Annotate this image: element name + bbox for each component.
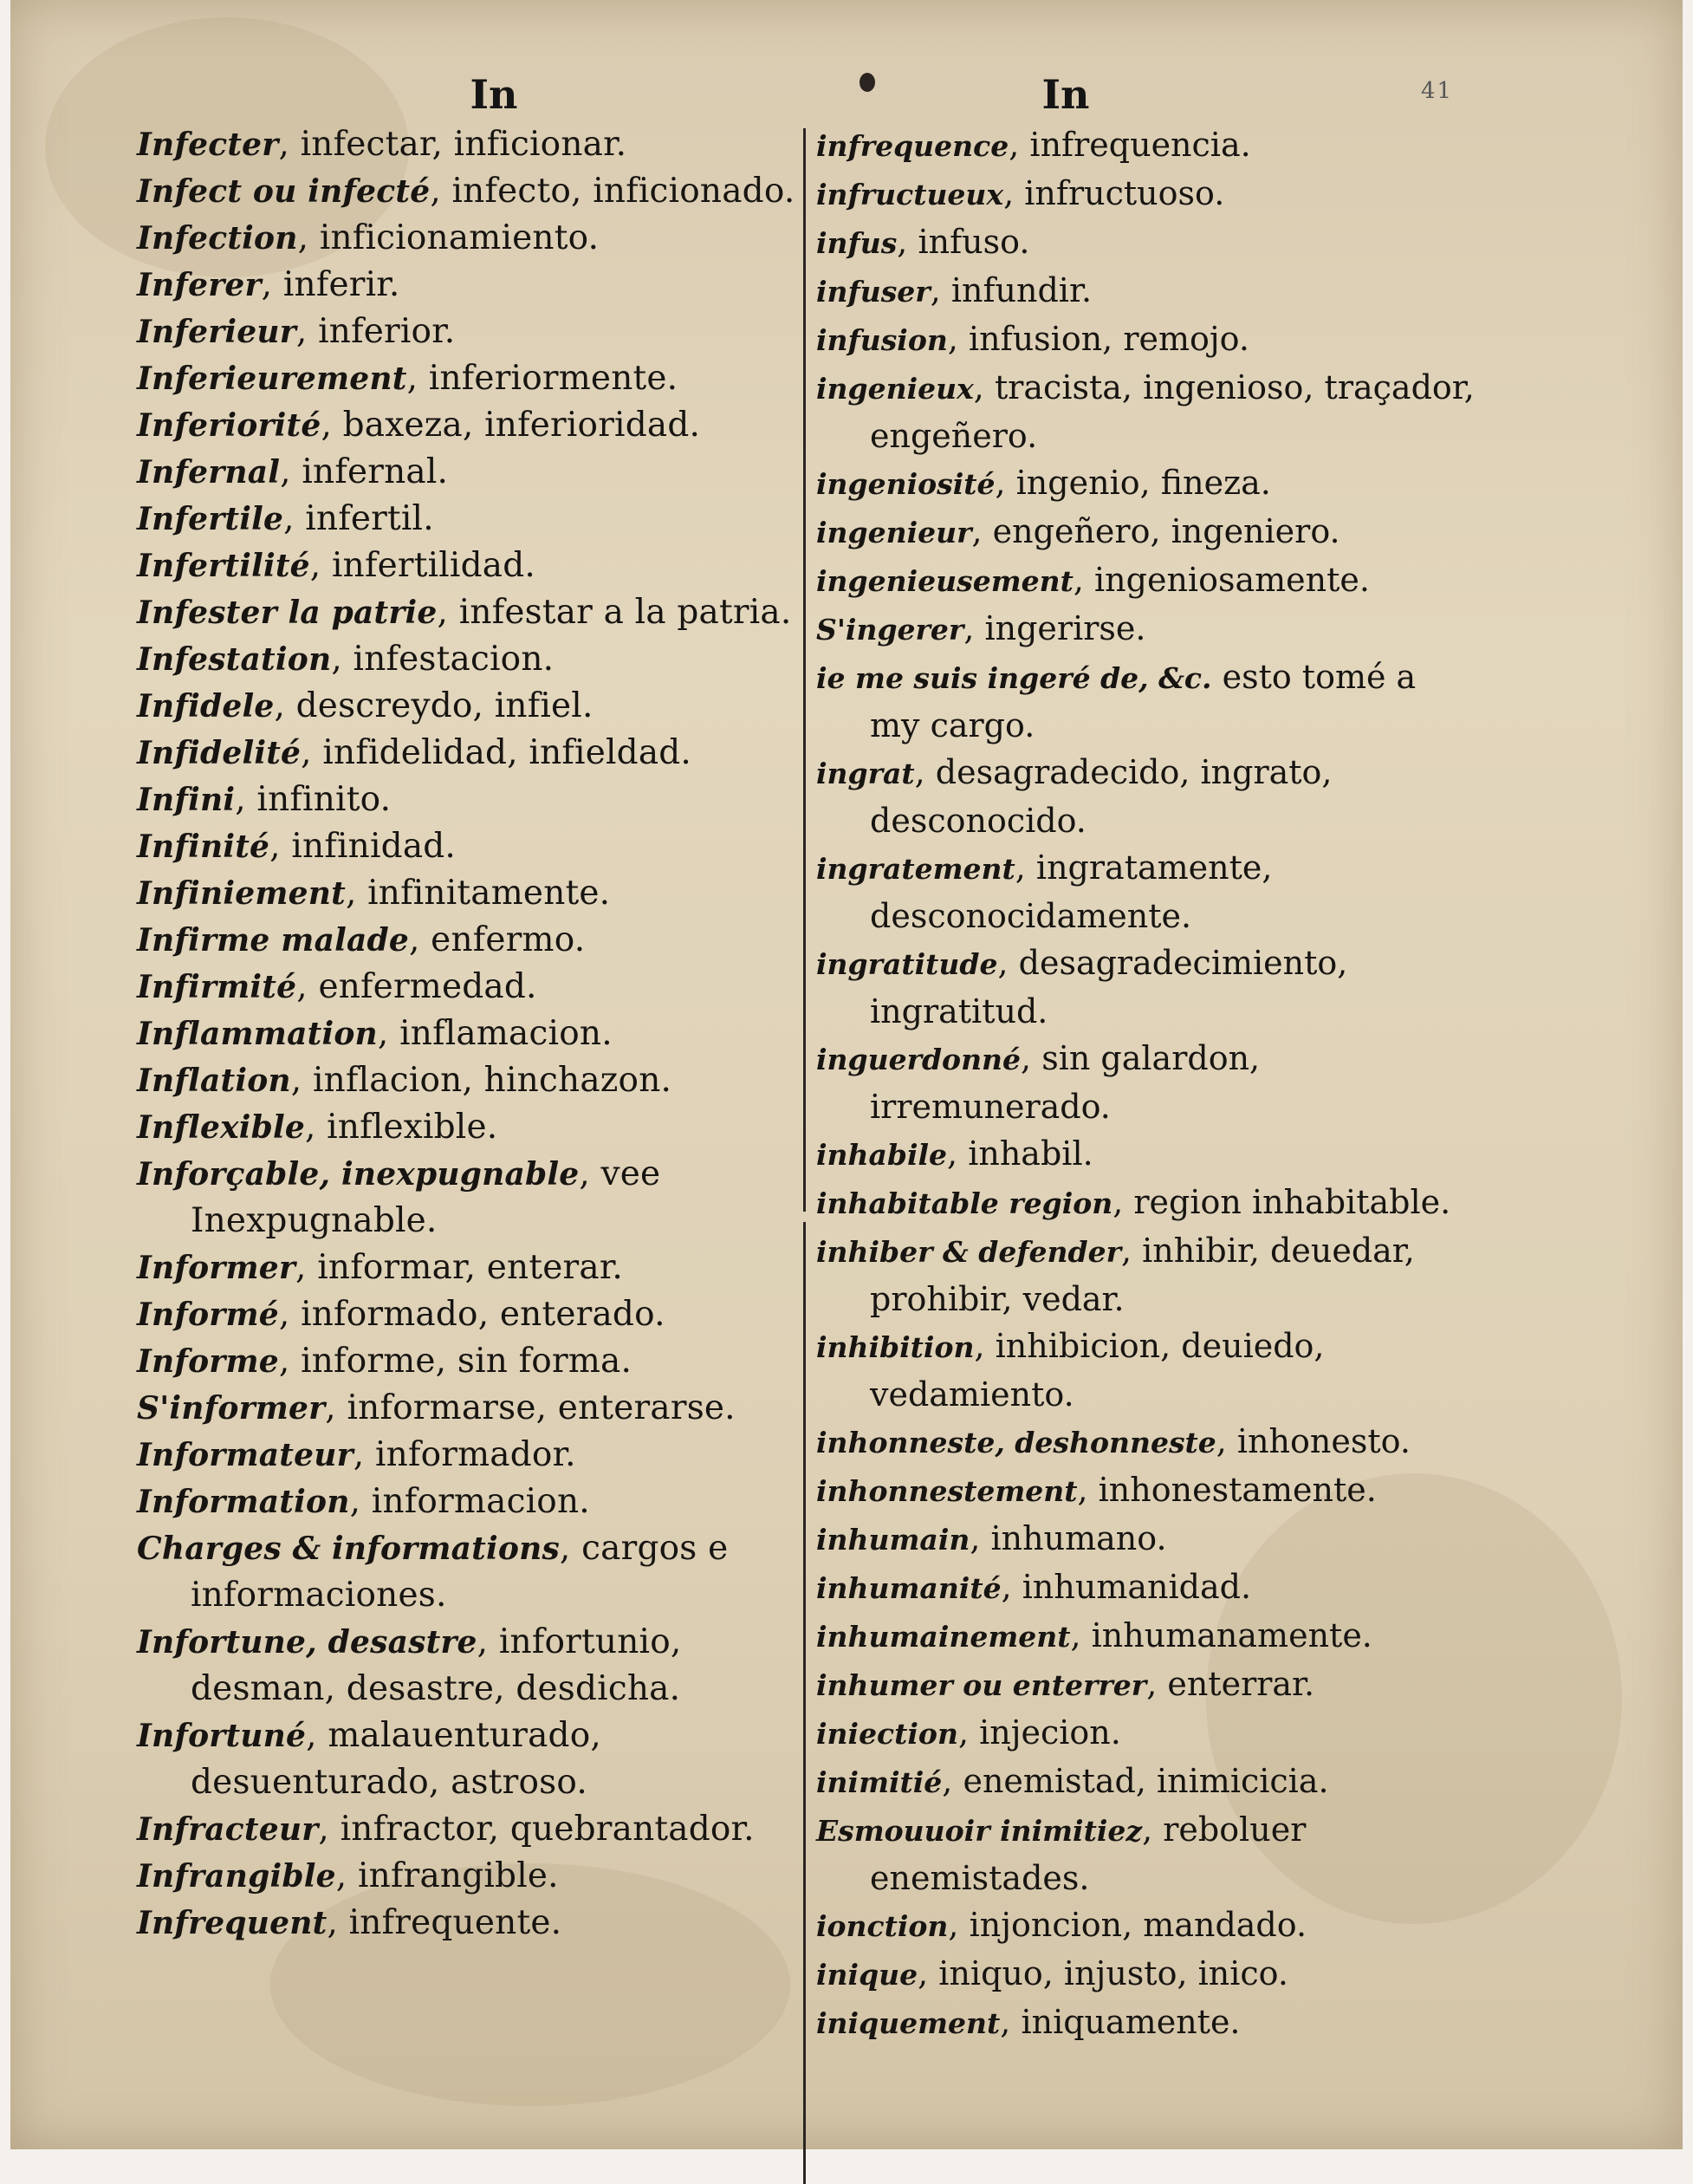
entry-translation: , ingerirse.: [963, 609, 1146, 647]
entry-translation: , injoncion, mandado.: [948, 1906, 1307, 1944]
entry-headword: Infinité: [137, 829, 270, 865]
dictionary-entry: [137, 1245, 795, 1291]
entry-translation: esto tomé a my cargo.: [870, 658, 1417, 744]
dictionary-entry: [816, 364, 1475, 459]
entry-headword: inique: [816, 1958, 918, 1992]
entry-translation: , inferir.: [261, 265, 400, 304]
dictionary-entry: [137, 823, 795, 870]
entry-translation: , inflexible.: [304, 1108, 498, 1147]
entry-headword: iniection: [816, 1717, 958, 1751]
dictionary-entry: [137, 1338, 795, 1385]
entry-headword: Inflation: [137, 1063, 291, 1099]
dictionary-entry: [137, 449, 795, 496]
column-rule-lower: [803, 1222, 806, 2184]
dictionary-entry: [137, 543, 795, 589]
entry-headword: Esmouuoir inimitiez: [816, 1814, 1143, 1848]
dictionary-entry: [816, 170, 1475, 218]
entry-headword: Infester la patrie: [137, 595, 438, 631]
entry-translation: , infractor, quebrantador.: [318, 1810, 755, 1849]
entry-translation: , informarse, enterarse.: [325, 1388, 736, 1427]
dictionary-entry: [816, 121, 1475, 170]
entry-translation: , iniquo, injusto, inico.: [918, 1954, 1288, 1992]
dictionary-entry: [816, 1901, 1475, 1950]
entry-translation: , descreydo, infiel.: [274, 686, 594, 725]
entry-headword: iniquement: [816, 2006, 1001, 2040]
entry-translation: , infernal.: [280, 452, 449, 491]
entry-translation: , inhabil.: [947, 1134, 1093, 1173]
entry-headword: inhabile: [816, 1138, 948, 1172]
entry-translation: , inhibir, deuedar, prohibir, vedar.: [870, 1232, 1415, 1318]
entry-headword: Infertile: [137, 501, 284, 537]
entry-translation: , infinitamente.: [345, 874, 611, 913]
entry-headword: Infrequent: [137, 1905, 328, 1941]
entry-headword: inhabitable region: [816, 1186, 1113, 1220]
dictionary-entry: [137, 402, 795, 449]
entry-headword: inhibition: [816, 1330, 975, 1364]
entry-translation: , infuso.: [897, 223, 1030, 261]
entry-translation: , inhumanidad.: [1001, 1568, 1252, 1606]
entry-translation: , infortunio, desman, desastre, desdicha.: [191, 1622, 682, 1708]
entry-translation: , informador.: [353, 1435, 576, 1474]
dictionary-entry: [816, 1950, 1475, 1999]
entry-headword: Infirmité: [137, 969, 297, 1005]
entry-translation: , infusion, remojo.: [947, 320, 1249, 358]
entry-headword: Inflammation: [137, 1016, 378, 1052]
entry-headword: Infertilité: [137, 548, 310, 584]
entry-translation: , desagradecimiento, ingratitud.: [870, 944, 1348, 1030]
dictionary-entry: [816, 1709, 1475, 1758]
entry-translation: , ingenio, fineza.: [995, 464, 1271, 502]
entry-translation: , inferiormente.: [406, 359, 678, 398]
dictionary-entry: [137, 355, 795, 402]
entry-translation: , informacion.: [349, 1482, 590, 1521]
page-number: 41: [1421, 78, 1454, 104]
entry-headword: Infect ou infecté: [137, 173, 431, 210]
entry-translation: , cargos e informaciones.: [191, 1529, 729, 1615]
entry-headword: Infestation: [137, 641, 332, 678]
entry-translation: , inhonestamente.: [1077, 1471, 1377, 1509]
entry-headword: ionction: [816, 1909, 949, 1943]
entry-translation: , enfermedad.: [296, 967, 537, 1006]
entry-headword: infuser: [816, 275, 931, 309]
right-column: [816, 121, 1475, 2047]
entry-headword: Inferer: [137, 267, 262, 303]
entry-translation: , informar, enterar.: [295, 1248, 623, 1287]
entry-translation: , malauenturado, desuenturado, astroso.: [191, 1716, 601, 1802]
dictionary-entry: [137, 496, 795, 543]
entry-headword: Inforçable, inexpugnable: [137, 1156, 580, 1193]
dictionary-entry: [816, 508, 1475, 556]
dictionary-entry: [816, 653, 1475, 749]
dictionary-entry: [816, 1130, 1475, 1179]
entry-headword: Infidele: [137, 688, 275, 725]
dictionary-entry: [816, 218, 1475, 267]
dictionary-entry: [137, 215, 795, 262]
dictionary-entry: [816, 1323, 1475, 1418]
entry-headword: Infracteur: [137, 1811, 319, 1848]
entry-translation: , infestacion.: [331, 640, 555, 679]
entry-headword: S'ingerer: [816, 613, 964, 647]
entry-headword: Infecter: [137, 127, 279, 163]
entry-translation: , inhonesto.: [1216, 1422, 1411, 1460]
dictionary-entry: [137, 1432, 795, 1479]
dictionary-entry: [816, 1515, 1475, 1563]
entry-translation: , iniquamente.: [1000, 2003, 1241, 2041]
entry-headword: infusion: [816, 323, 948, 357]
entry-headword: ingenieux: [816, 372, 974, 406]
dictionary-entry: [816, 315, 1475, 364]
entry-headword: ingenieur: [816, 516, 972, 549]
dictionary-entry: [816, 1035, 1475, 1130]
dictionary-entry: [137, 1713, 795, 1806]
dictionary-entry: [816, 749, 1475, 844]
entry-translation: , inhumano.: [970, 1519, 1167, 1557]
entry-headword: Infini: [137, 782, 236, 818]
entry-translation: , inhumanamente.: [1070, 1616, 1372, 1654]
dictionary-entry: [137, 777, 795, 823]
entry-translation: , infidelidad, infieldad.: [301, 733, 692, 772]
entry-translation: , desagradecido, ingrato, desconocido.: [870, 753, 1333, 840]
entry-translation: , infectar, inficionar.: [278, 125, 627, 164]
entry-headword: Inferieurement: [137, 361, 407, 397]
dictionary-entry: [816, 556, 1475, 605]
dictionary-entry: [137, 121, 795, 168]
entry-headword: Infiniement: [137, 875, 346, 912]
dictionary-entry: [137, 683, 795, 730]
entry-translation: , region inhabitable.: [1112, 1183, 1451, 1221]
dictionary-entry: [816, 1612, 1475, 1661]
entry-headword: Infortune, desastre: [137, 1624, 477, 1661]
entry-headword: ingenieusement: [816, 564, 1074, 598]
entry-headword: inhiber & defender: [816, 1235, 1121, 1269]
entry-headword: ingratitude: [816, 947, 998, 981]
entry-headword: Informé: [137, 1297, 279, 1333]
entry-headword: Informateur: [137, 1437, 354, 1473]
entry-headword: Inflexible: [137, 1109, 305, 1146]
entry-headword: Inferieur: [137, 314, 296, 350]
dictionary-entry: [816, 459, 1475, 508]
left-column: [137, 121, 795, 1947]
dictionary-entry: [137, 1619, 795, 1713]
entry-headword: Infirme malade: [137, 922, 409, 959]
entry-headword: Inferiorité: [137, 407, 321, 444]
dictionary-entry: [137, 1385, 795, 1432]
entry-translation: , inflamacion.: [377, 1014, 613, 1053]
entry-translation: , engeñero, ingeniero.: [971, 512, 1340, 550]
entry-translation: , infinidad.: [269, 827, 457, 866]
entry-headword: inhumainement: [816, 1620, 1071, 1654]
entry-translation: , infundir.: [930, 271, 1093, 309]
entry-headword: infructueux: [816, 178, 1004, 211]
dictionary-entry: [137, 309, 795, 355]
entry-headword: inhumain: [816, 1523, 970, 1557]
entry-translation: , inhibicion, deuiedo, vedamiento.: [870, 1327, 1325, 1414]
dictionary-entry: [137, 1011, 795, 1057]
dictionary-entry: [137, 589, 795, 636]
entry-translation: , enterrar.: [1146, 1665, 1315, 1703]
dictionary-entry: [816, 1179, 1475, 1227]
entry-headword: inhumer ou enterrer: [816, 1668, 1147, 1702]
entry-translation: , infrequente.: [327, 1903, 562, 1942]
dictionary-entry: [816, 1758, 1475, 1806]
entry-headword: Informe: [137, 1343, 279, 1380]
dictionary-entry: [137, 262, 795, 309]
dictionary-entry: [816, 1806, 1475, 1901]
entry-headword: ingratement: [816, 852, 1015, 886]
dictionary-entry: [137, 917, 795, 964]
dictionary-entry: [816, 1466, 1475, 1515]
entry-translation: , infructuoso.: [1003, 174, 1225, 212]
entry-headword: inguerdonné: [816, 1043, 1022, 1076]
entry-translation: , inferior.: [295, 312, 456, 351]
dictionary-entry: [137, 1104, 795, 1151]
entry-headword: inhumanité: [816, 1571, 1002, 1605]
entry-headword: ingrat: [816, 757, 915, 790]
entry-headword: Infrangible: [137, 1858, 336, 1895]
entry-headword: Infortuné: [137, 1718, 307, 1754]
dictionary-entry: [816, 1999, 1475, 2047]
entry-headword: Charges & informations: [137, 1531, 560, 1567]
entry-headword: inhonneste, deshonneste: [816, 1426, 1216, 1459]
entry-headword: infrequence: [816, 129, 1009, 163]
dictionary-entry: [137, 1057, 795, 1104]
dictionary-entry: [137, 964, 795, 1011]
entry-translation: , enfermo.: [408, 920, 586, 959]
entry-translation: , informe, sin forma.: [278, 1342, 632, 1381]
entry-translation: , ingratamente, desconocidamente.: [870, 848, 1273, 935]
entry-translation: , vee Inexpugnable.: [191, 1154, 661, 1240]
dictionary-entry: [137, 870, 795, 917]
entry-headword: Information: [137, 1484, 350, 1520]
entry-headword: Informer: [137, 1250, 296, 1286]
column-rule-upper: [803, 128, 806, 1212]
entry-headword: ingeniosité: [816, 467, 996, 501]
entry-translation: , infecto, inficionado.: [430, 172, 795, 211]
entry-translation: , ingeniosamente.: [1073, 561, 1370, 599]
entry-translation: , infestar a la patria.: [437, 593, 792, 632]
entry-headword: Infection: [137, 220, 298, 257]
entry-headword: infus: [816, 226, 898, 260]
dictionary-entry: [137, 1900, 795, 1947]
dictionary-entry: [137, 1806, 795, 1853]
entry-translation: , inflacion, hinchazon.: [290, 1061, 672, 1100]
entry-translation: , infinito.: [235, 780, 392, 819]
right-column-head: In: [1041, 71, 1090, 118]
ink-blot: [859, 73, 875, 92]
dictionary-entry: [816, 267, 1475, 315]
entry-translation: , infrequencia.: [1009, 126, 1251, 164]
entry-translation: , inficionamiento.: [297, 218, 600, 257]
entry-translation: , reboluer enemistades.: [870, 1810, 1307, 1897]
dictionary-entry: [816, 1227, 1475, 1323]
entry-translation: , tracista, ingenioso, traçador, engeñero.: [870, 368, 1475, 455]
entry-translation: , enemistad, inimicicia.: [942, 1762, 1329, 1800]
entry-translation: , sin galardon, irremunerado.: [870, 1039, 1261, 1126]
left-column-head: In: [470, 71, 518, 118]
entry-headword: Infernal: [137, 454, 281, 491]
dictionary-entry: [816, 1563, 1475, 1612]
entry-headword: inimitié: [816, 1765, 943, 1799]
entry-translation: , infrangible.: [335, 1856, 559, 1895]
dictionary-entry: [137, 730, 795, 777]
dictionary-entry: [816, 605, 1475, 653]
entry-translation: , infertilidad.: [309, 546, 535, 585]
dictionary-entry: [137, 1151, 795, 1245]
entry-translation: , infertil.: [283, 499, 434, 538]
entry-translation: , injecion.: [957, 1713, 1121, 1752]
dictionary-entry: [816, 1661, 1475, 1709]
entry-translation: , informado, enterado.: [278, 1295, 665, 1334]
entry-headword: S'informer: [137, 1390, 326, 1427]
entry-headword: inhonnestement: [816, 1474, 1078, 1508]
entry-headword: ie me suis ingeré de, &c.: [816, 661, 1212, 695]
dictionary-entry: [137, 1479, 795, 1525]
dictionary-entry: [137, 1853, 795, 1900]
dictionary-entry: [137, 1525, 795, 1619]
dictionary-entry: [816, 939, 1475, 1035]
dictionary-entry: [137, 168, 795, 215]
dictionary-entry: [816, 844, 1475, 939]
entry-translation: , baxeza, inferioridad.: [321, 406, 701, 445]
dictionary-entry: [137, 1291, 795, 1338]
dictionary-entry: [137, 636, 795, 683]
dictionary-entry: [816, 1418, 1475, 1466]
entry-headword: Infidelité: [137, 735, 302, 771]
